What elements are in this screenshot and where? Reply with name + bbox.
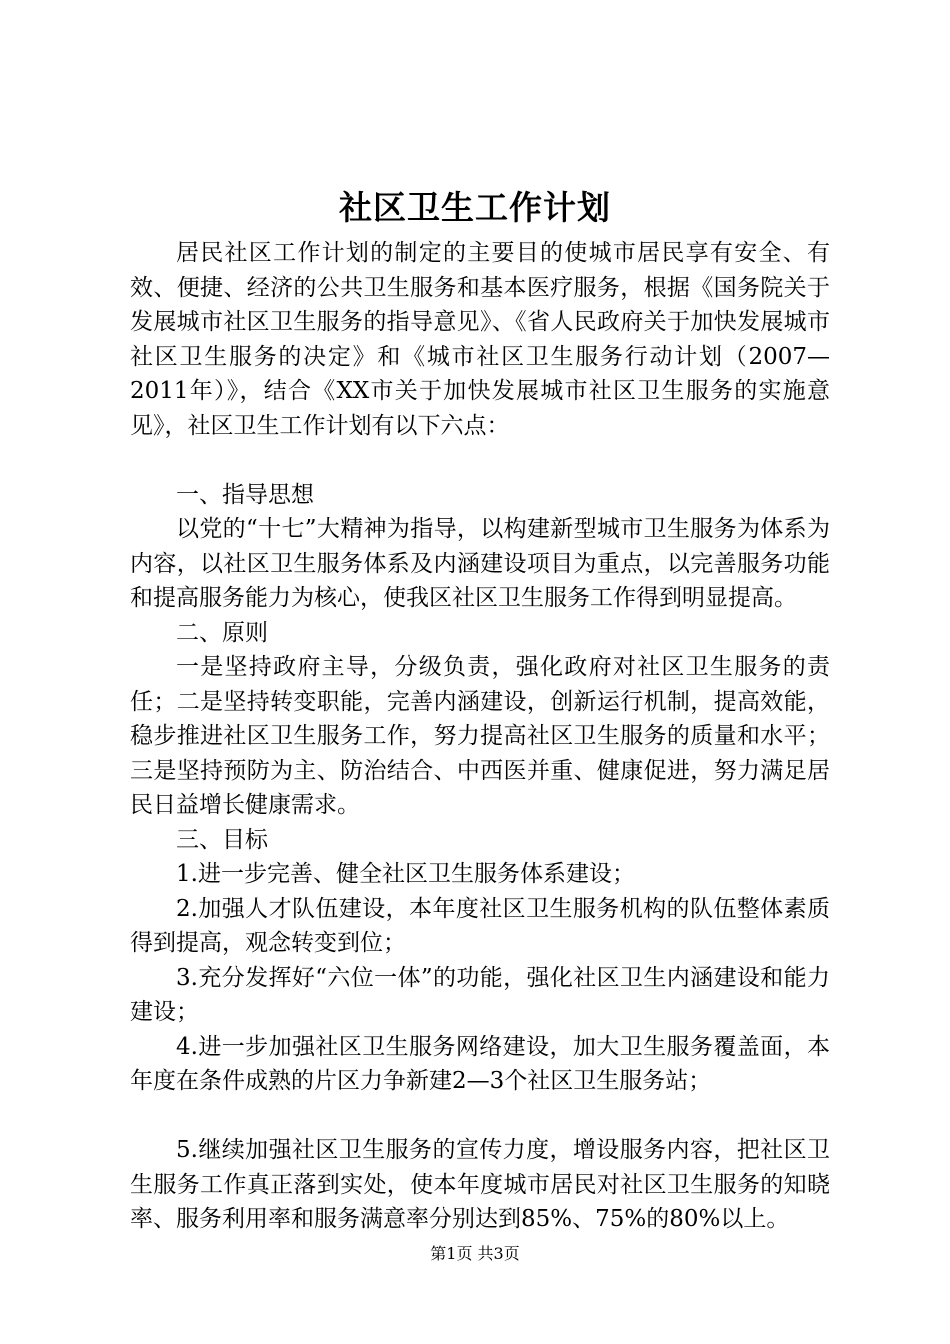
paragraph-gap [130,443,830,478]
section-heading-principles: 二、原则 [176,619,268,646]
goal-item: 1.进一步完善、健全社区卫生服务体系建设； [176,861,635,887]
principles-paragraph: 一是坚持政府主导，分级负责，强化政府对社区卫生服务的责任；二是坚持转变职能，完善内涵建设，创新运行机制，提高效能，稳步推进社区卫生服务工作，努力提高社区卫生服务的质量和水平；三是坚持预防为主、防治结合、中西医并重、健康促进，努力满足居民日益增长健康需求。 [130,654,830,818]
goal-item: 2.加强人才队伍建设，本年度社区卫生服务机构的队伍整体素质得到提高，观念转变到位； [130,895,830,956]
goal-item: 4.进一步加强社区卫生服务网络建设，加大卫生服务覆盖面，本年度在条件成熟的片区力争新建2—3个社区卫生服务站； [130,1033,830,1094]
goal-item: 3.充分发挥好“六位一体”的功能，强化社区卫生内涵建设和能力建设； [130,964,830,1025]
section-heading-goals: 三、目标 [176,826,268,853]
document-title: 社区卫生工作计划 [339,188,611,227]
document-body [130,236,830,1237]
page-number-footer: 第1页 共3页 [430,1244,520,1263]
intro-paragraph: 居民社区工作计划的制定的主要目的使城市居民享有安全、有效、便捷、经济的公共卫生服务和基本医疗服务，根据《国务院关于发展城市社区卫生服务的指导意见》、《省人民政府关于加快发展城市社区卫生服务的决定》和《城市社区卫生服务行动计划（2007—2011年）》，结合《XX市关于加快发展城市社区卫生服务的实施意见》，社区卫生工作计划有以下六点： [130,240,830,439]
guiding-thought-paragraph: 以党的“十七”大精神为指导，以构建新型城市卫生服务为体系为内容，以社区卫生服务体系及内涵建设项目为重点，以完善服务功能和提高服务能力为核心，使我区社区卫生服务工作得到明显提高。 [130,516,830,611]
section-heading-guiding-thought: 一、指导思想 [176,481,314,508]
paragraph-gap [130,1099,830,1134]
goal-item: 5.继续加强社区卫生服务的宣传力度，增设服务内容，把社区卫生服务工作真正落到实处，使本年度城市居民对社区卫生服务的知晓率、服务利用率和服务满意率分别达到85%、75%的80%以上。 [130,1137,830,1232]
